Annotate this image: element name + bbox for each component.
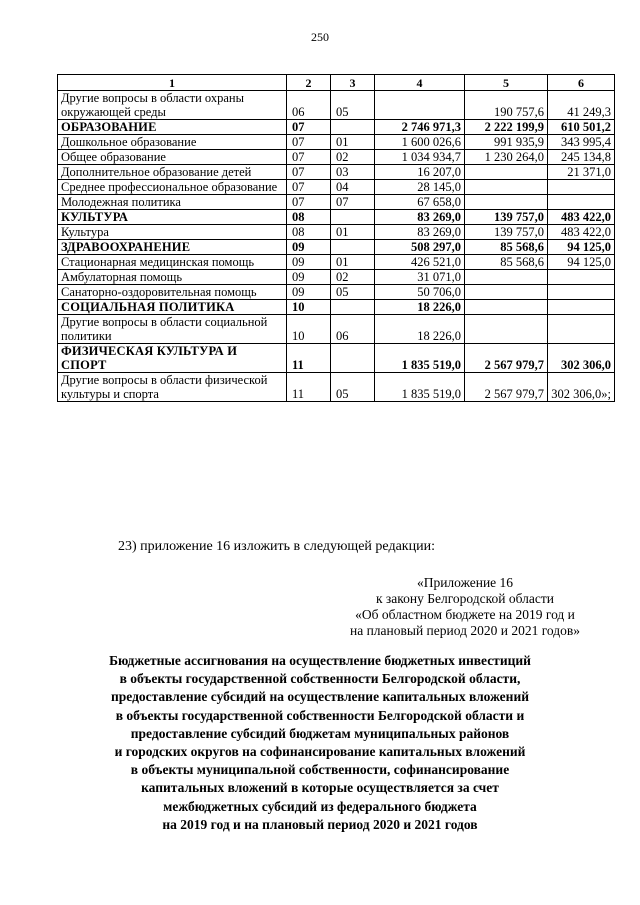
table-row [58, 150, 615, 165]
section-code-cell: 11 [287, 344, 331, 373]
budget-table [57, 74, 615, 402]
row-name-cell: Дополнительное образование детей [58, 165, 287, 180]
table-body [58, 91, 615, 402]
amount-2021-cell [548, 195, 615, 210]
amount-2019-cell: 50 706,0 [375, 285, 465, 300]
column-header: 4 [375, 75, 465, 91]
table-row [58, 225, 615, 240]
annex-line: на плановый период 2020 и 2021 годов» [349, 623, 580, 638]
column-header: 2 [287, 75, 331, 91]
amount-2019-cell: 83 269,0 [375, 210, 465, 225]
title-line: предоставление субсидий на осуществление капитальных вложений [110, 689, 530, 705]
column-header: 1 [58, 75, 287, 91]
amount-2020-cell: 190 757,6 [465, 91, 548, 120]
amount-2020-cell [465, 195, 548, 210]
section-code-cell: 09 [287, 270, 331, 285]
subsection-code-cell: 06 [331, 315, 375, 344]
table-row [58, 120, 615, 135]
amount-2019-cell: 508 297,0 [375, 240, 465, 255]
table-row [58, 285, 615, 300]
title-line: капитальных вложений в которые осуществляется за счет [141, 780, 499, 796]
section-code-cell: 07 [287, 195, 331, 210]
amount-2021-cell: 41 249,3 [548, 91, 615, 120]
amount-2020-cell: 85 568,6 [465, 240, 548, 255]
row-name-cell: Стационарная медицинская помощь [58, 255, 287, 270]
annex-line: к закону Белгородской области [376, 591, 554, 606]
document-title [70, 652, 570, 834]
section-code-cell: 08 [287, 210, 331, 225]
amount-2020-cell [465, 180, 548, 195]
row-name-cell: ОБРАЗОВАНИЕ [58, 120, 287, 135]
row-name-cell: Культура [58, 225, 287, 240]
amount-2019-cell: 1 835 519,0 [375, 373, 465, 402]
column-header: 6 [548, 75, 615, 91]
row-name-cell: Общее образование [58, 150, 287, 165]
title-line: в объекты государственной собственности Белгородской области и [115, 707, 525, 723]
row-name-cell: ЗДРАВООХРАНЕНИЕ [58, 240, 287, 255]
section-code-cell: 11 [287, 373, 331, 402]
row-name-cell: Среднее профессиональное образование [58, 180, 287, 195]
amount-2019-cell: 83 269,0 [375, 225, 465, 240]
table-row [58, 270, 615, 285]
section-code-cell: 09 [287, 240, 331, 255]
section-code-cell: 09 [287, 285, 331, 300]
subsection-code-cell: 02 [331, 150, 375, 165]
amount-2019-cell: 1 835 519,0 [375, 344, 465, 373]
amount-2019-cell: 18 226,0 [375, 315, 465, 344]
amount-2021-cell: 21 371,0 [548, 165, 615, 180]
amount-2020-cell: 991 935,9 [465, 135, 548, 150]
row-name-cell: Амбулаторная помощь [58, 270, 287, 285]
title-line: Бюджетные ассигнования на осуществление бюджетных инвестиций [109, 653, 531, 668]
amount-2019-cell: 28 145,0 [375, 180, 465, 195]
title-line: в объекты муниципальной собственности, софинансирование [130, 762, 510, 778]
subsection-code-cell: 01 [331, 225, 375, 240]
row-name-cell: Молодежная политика [58, 195, 287, 210]
amount-2020-cell [465, 315, 548, 344]
amount-2021-cell: 94 125,0 [548, 240, 615, 255]
amount-2021-cell [548, 180, 615, 195]
amount-2019-cell: 67 658,0 [375, 195, 465, 210]
row-name-cell: Другие вопросы в области охраны окружающей среды [58, 91, 287, 120]
title-line: на 2019 год и на плановый период 2020 и 2021 годов [162, 816, 478, 832]
row-name-cell: КУЛЬТУРА [58, 210, 287, 225]
table-row [58, 210, 615, 225]
subsection-code-cell: 05 [331, 91, 375, 120]
amount-2020-cell: 85 568,6 [465, 255, 548, 270]
column-header: 5 [465, 75, 548, 91]
row-name-cell: Дошкольное образование [58, 135, 287, 150]
amount-2021-cell: 483 422,0 [548, 210, 615, 225]
amount-2020-cell: 139 757,0 [465, 210, 548, 225]
amount-2021-cell: 483 422,0 [548, 225, 615, 240]
title-line: и городских округов на софинансирование капитальных вложений [114, 744, 526, 760]
table-header-row [58, 75, 615, 91]
amount-2020-cell: 139 757,0 [465, 225, 548, 240]
table-row [58, 240, 615, 255]
amount-2019-cell [375, 91, 465, 120]
amount-2021-cell [548, 315, 615, 344]
page-number: 250 [311, 30, 329, 44]
section-code-cell: 10 [287, 315, 331, 344]
subsection-code-cell: 05 [331, 285, 375, 300]
row-name-cell: Другие вопросы в области физической культуры и спорта [58, 373, 287, 402]
table-row [58, 165, 615, 180]
title-line: в объекты государственной собственности Белгородской области, [119, 671, 521, 687]
table-row [58, 135, 615, 150]
subsection-code-cell: 04 [331, 180, 375, 195]
table-row [58, 255, 615, 270]
table-row [58, 373, 615, 402]
table-row [58, 91, 615, 120]
section-code-cell: 07 [287, 135, 331, 150]
table-row [58, 195, 615, 210]
amount-2020-cell [465, 270, 548, 285]
subsection-code-cell [331, 344, 375, 373]
amount-2019-cell: 2 746 971,3 [375, 120, 465, 135]
row-name-cell: Санаторно-оздоровительная помощь [58, 285, 287, 300]
amount-2021-cell: 610 501,2 [548, 120, 615, 135]
annex-header [330, 575, 600, 639]
annex-line: «Об областном бюджете на 2019 год и [355, 607, 575, 622]
amount-2020-cell [465, 300, 548, 315]
amount-2020-cell [465, 285, 548, 300]
amount-2020-cell: 2 222 199,9 [465, 120, 548, 135]
amount-2020-cell [465, 165, 548, 180]
table-row [58, 180, 615, 195]
amount-2020-cell: 2 567 979,7 [465, 344, 548, 373]
amount-2019-cell: 1 034 934,7 [375, 150, 465, 165]
subsection-code-cell: 03 [331, 165, 375, 180]
amount-2019-cell: 18 226,0 [375, 300, 465, 315]
table-row [58, 315, 615, 344]
subsection-code-cell [331, 120, 375, 135]
subsection-code-cell: 01 [331, 135, 375, 150]
subsection-code-cell [331, 210, 375, 225]
subsection-code-cell: 01 [331, 255, 375, 270]
section-code-cell: 07 [287, 165, 331, 180]
amount-2019-cell: 426 521,0 [375, 255, 465, 270]
amount-2021-cell: 343 995,4 [548, 135, 615, 150]
amount-2019-cell: 31 071,0 [375, 270, 465, 285]
section-code-cell: 09 [287, 255, 331, 270]
amendment-text: 23) приложение 16 изложить в следующей редакции: [118, 539, 435, 554]
row-name-cell: Другие вопросы в области социальной политики [58, 315, 287, 344]
subsection-code-cell: 05 [331, 373, 375, 402]
amount-2021-cell [548, 285, 615, 300]
table-row [58, 344, 615, 373]
amount-2019-cell: 1 600 026,6 [375, 135, 465, 150]
row-name-cell: СОЦИАЛЬНАЯ ПОЛИТИКА [58, 300, 287, 315]
amount-2019-cell: 16 207,0 [375, 165, 465, 180]
subsection-code-cell: 02 [331, 270, 375, 285]
amount-2020-cell: 2 567 979,7 [465, 373, 548, 402]
subsection-code-cell [331, 240, 375, 255]
row-name-cell: ФИЗИЧЕСКАЯ КУЛЬТУРА И СПОРТ [58, 344, 287, 373]
amount-2021-cell [548, 300, 615, 315]
column-header: 3 [331, 75, 375, 91]
amount-2021-cell: 245 134,8 [548, 150, 615, 165]
amount-2021-cell: 302 306,0»; [548, 373, 615, 402]
amount-2021-cell: 94 125,0 [548, 255, 615, 270]
section-code-cell: 07 [287, 180, 331, 195]
section-code-cell: 06 [287, 91, 331, 120]
table-row [58, 300, 615, 315]
title-line: межбюджетных субсидий из федерального бюджета [163, 798, 477, 814]
annex-line: «Приложение 16 [416, 575, 514, 590]
section-code-cell: 07 [287, 150, 331, 165]
subsection-code-cell: 07 [331, 195, 375, 210]
amount-2020-cell: 1 230 264,0 [465, 150, 548, 165]
amount-2021-cell [548, 270, 615, 285]
title-line: предоставление субсидий бюджетам муниципальных районов [130, 725, 510, 741]
section-code-cell: 08 [287, 225, 331, 240]
subsection-code-cell [331, 300, 375, 315]
section-code-cell: 07 [287, 120, 331, 135]
amount-2021-cell: 302 306,0 [548, 344, 615, 373]
section-code-cell: 10 [287, 300, 331, 315]
